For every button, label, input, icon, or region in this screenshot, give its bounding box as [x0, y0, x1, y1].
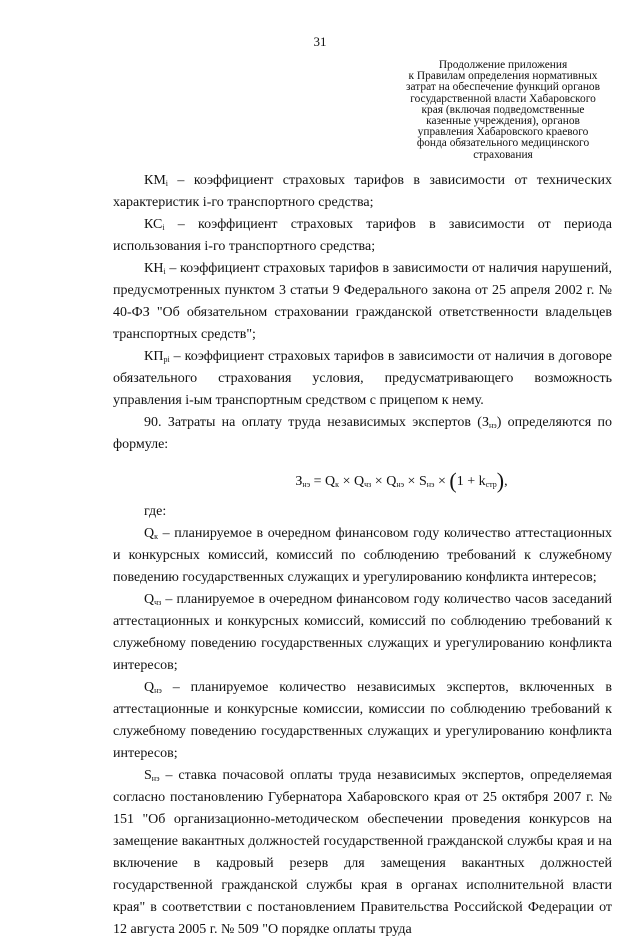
item-90 — [113, 412, 612, 456]
appendix-header — [383, 60, 623, 161]
formula-subscript: нэ — [302, 480, 311, 489]
symbol-zne: З — [481, 415, 489, 430]
symbol-qne: Q — [144, 680, 155, 695]
appendix-line: государственной власти Хабаровского — [410, 92, 596, 105]
definition-qne — [113, 677, 612, 765]
definition-qk — [113, 523, 612, 589]
symbol-ks: КС — [144, 217, 163, 232]
formula-subscript: к — [335, 480, 340, 489]
formula-times: × — [339, 474, 354, 489]
formula-term: S — [418, 474, 427, 489]
item-90-text-end: ) определяются по формуле: — [113, 415, 612, 452]
definition-text: – коэффициент страховых тарифов в зависимости от наличия нарушений, предусмотренных пунктом 3 статьи 9 Федерального закона от 25 апреля 2002 г. № 40-ФЗ "Об обязательном страховании гражданской ответственности владельцев транспортных средств"; — [113, 261, 612, 342]
symbol-subscript: i — [163, 267, 166, 276]
formula-term: Q — [386, 474, 397, 489]
definition-text: – коэффициент страховых тарифов в зависимости от периода использования i-го транспортного средства; — [113, 217, 612, 254]
definition-text: – коэффициент страховых тарифов в зависимости от технических характеристик i-го транспортного средства; — [113, 173, 612, 210]
symbol-kpr: КП — [144, 349, 164, 364]
symbol-qk: Q — [144, 526, 155, 541]
symbol-sne: S — [144, 768, 152, 783]
symbol-subscript: i — [162, 223, 165, 232]
item-90-text: 90. Затраты на оплату труда независимых экспертов ( — [144, 415, 482, 430]
formula-paren-open: ( — [449, 468, 457, 493]
definition-sne — [113, 765, 612, 941]
formula-lhs: З — [295, 474, 303, 489]
symbol-qch: Q — [144, 592, 155, 607]
formula-times: × — [371, 474, 387, 489]
formula — [113, 468, 612, 495]
formula-subscript: чз — [364, 480, 372, 489]
definition-text: – планируемое количество независимых экспертов, включенных в аттестационные и конкурсные комиссии, комиссии по соблюдению требований к служебному поведению государственных служащих и урегулированию конфликта интересов; — [113, 680, 612, 761]
appendix-line: управления Хабаровского краевого — [417, 126, 589, 139]
symbol-subscript: чз — [154, 598, 162, 607]
appendix-line: к Правилам определения нормативных — [408, 70, 598, 83]
definition-kpr — [113, 346, 612, 412]
appendix-line: казенные учреждения), органов — [426, 115, 580, 128]
symbol-subscript: к — [154, 532, 159, 541]
definition-km — [113, 170, 612, 214]
definition-text: – планируемое в очередном финансовом году количество часов заседаний аттестационных и конкурсных комиссий, комиссий по соблюдению требований к служебному поведению государственных служащих и урегулированию конфликта интересов; — [113, 592, 612, 673]
document-body — [113, 170, 612, 941]
appendix-line: края (включая подведомственные — [421, 103, 585, 116]
formula-times: × — [404, 474, 419, 489]
appendix-line: страхования — [473, 148, 533, 161]
formula-one-plus-k: 1 + k — [456, 474, 486, 489]
formula-term: Q — [325, 474, 336, 489]
symbol-subscript: i — [165, 179, 169, 188]
where-label: где: — [144, 504, 167, 519]
definition-ks — [113, 214, 612, 258]
definition-text: – планируемое в очередном финансовом году количество аттестационных и конкурсных комиссий, комиссий по соблюдению требований к служебному поведению государственных служащих и урегулированию конфликта интересов; — [113, 526, 612, 585]
formula-end: , — [504, 474, 508, 489]
symbol-subscript: нэ — [154, 686, 162, 695]
formula-subscript: нэ — [426, 480, 435, 489]
page-number: 31 — [313, 34, 327, 49]
formula-equals: = — [310, 474, 326, 489]
formula-subscript: нэ — [396, 480, 405, 489]
formula-paren-close: ) — [496, 468, 505, 493]
definition-text: – ставка почасовой оплаты труда независимых экспертов, определяемая согласно постановлению Губернатора Хабаровского края от 25 октября 2007 г. № 151 "Об организационно-методическом обеспечении проведения конкурсов на замещение вакантных должностей государственной гражданской службы края и на включение в кадровый резерв для замещения вакантных должностей государственной гражданской службы края в органах исполнительной власти края" в соответствии с постановлением Правительства Российской Федерации от 12 августа 2005 г. № 509 "О порядке оплаты труда — [113, 768, 612, 937]
formula-term: Q — [353, 474, 365, 489]
appendix-line: затрат на обеспечение функций органов — [406, 81, 600, 94]
formula-subscript: стр — [485, 480, 497, 489]
symbol-subscript: рi — [163, 355, 170, 364]
appendix-title: Продолжение приложения — [438, 59, 568, 71]
symbol-subscript: нэ — [488, 421, 497, 430]
formula-times: × — [434, 474, 450, 489]
symbol-km: КМ — [144, 173, 166, 188]
appendix-line: фонда обязательного медицинского — [416, 137, 590, 150]
definition-qch — [113, 589, 612, 677]
symbol-kn: КН — [144, 261, 164, 276]
definition-kn — [113, 258, 612, 346]
definition-text: – коэффициент страховых тарифов в зависимости от наличия в договоре обязательного страхования условия, предусматривающего возможность управления i-ым транспортным средством с прицепом к нему. — [113, 349, 612, 408]
symbol-subscript: нэ — [151, 774, 160, 783]
